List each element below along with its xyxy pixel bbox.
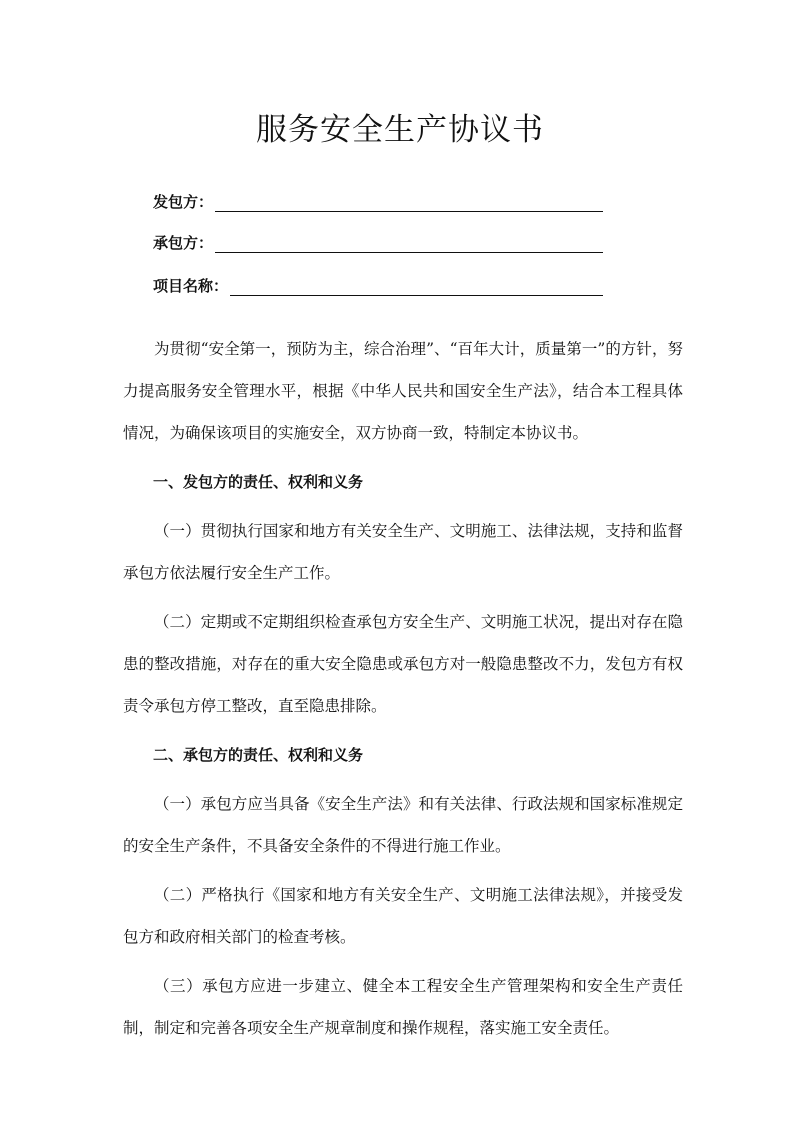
section1-item-2: （二）定期或不定期组织检查承包方安全生产、文明施工状况，提出对存在隐患的整改措施，对存在的重大安全隐患或承包方对一般隐患整改不力，发包方有权责令承包方停工整改，直至隐患排除。	[123, 613, 683, 715]
employer-blank-line	[215, 193, 603, 212]
employer-field	[153, 188, 603, 212]
section2-item-3: （三）承包方应进一步建立、健全本工程安全生产管理架构和安全生产责任制，制定和完善各项安全生产规章制度和操作规程，落实施工安全责任。	[123, 977, 683, 1037]
section2-item-2: （二）严格执行《国家和地方有关安全生产、文明施工法律法规》，并接受发包方和政府相关部门的检查考核。	[123, 886, 683, 946]
contractor-label: 承包方：	[153, 234, 214, 252]
contractor-field	[153, 229, 603, 253]
section2-item-1: （一）承包方应当具备《安全生产法》和有关法律、行政法规和国家标准规定的安全生产条件，不具备安全条件的不得进行施工作业。	[123, 795, 683, 855]
intro-paragraph: 为贯彻“安全第一，预防为主，综合治理”、“百年大计，质量第一”的方针，努力提高服务安全管理水平，根据《中华人民共和国安全生产法》，结合本工程具体情况，为确保该项目的实施安全，双方协商一致，特制定本协议书。	[123, 340, 683, 442]
document-title: 服务安全生产协议书	[256, 112, 544, 148]
document-body	[123, 328, 683, 1049]
project-label: 项目名称：	[153, 277, 229, 295]
project-field	[153, 272, 603, 296]
section1-heading: 一、发包方的责任、权利和义务	[153, 473, 364, 491]
section1-item-1: （一）贯彻执行国家和地方有关安全生产、文明施工、法律法规，支持和监督承包方依法履行安全生产工作。	[123, 522, 683, 582]
project-blank-line	[230, 277, 603, 296]
section2-heading: 二、承包方的责任、权利和义务	[153, 746, 364, 764]
employer-label: 发包方：	[153, 193, 214, 211]
contractor-blank-line	[215, 234, 603, 253]
